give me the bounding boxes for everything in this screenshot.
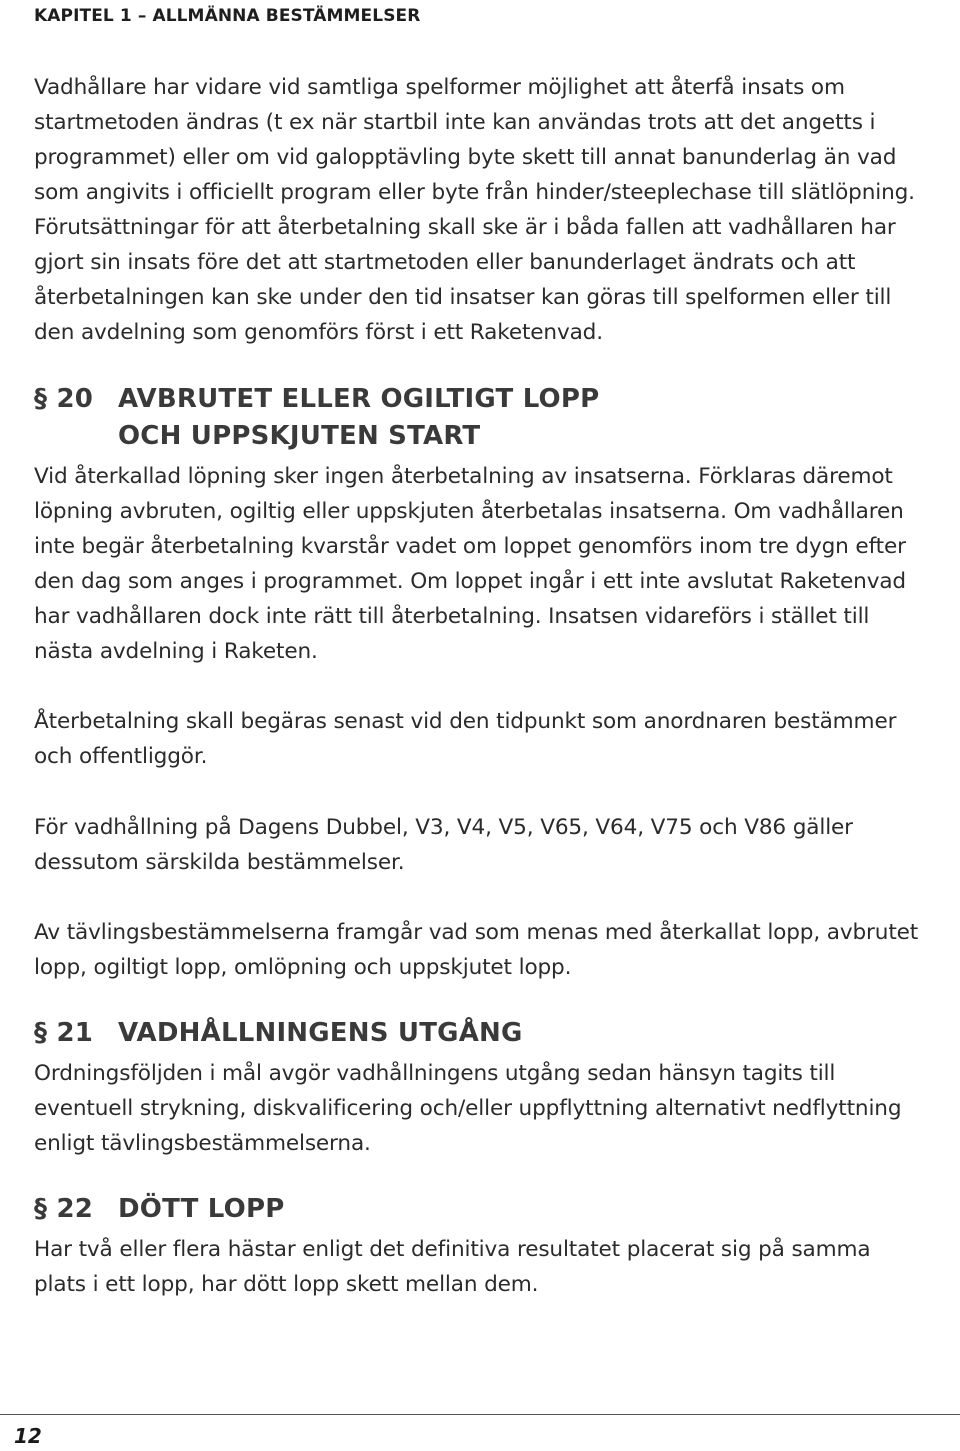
intro-paragraph: Vadhållare har vidare vid samtliga spelformer möjlighet att återfå insats om startmetoden ändras (t ex när startbil inte kan användas trots att det angetts i programmet) eller om vid galopptävling byte skett till annat banunderlag än vad som angivits i officiellt program eller byte från hinder/steeplechase till slätlöpning. Förutsättningar för att återbetalning skall ske är i båda fallen att vadhållaren har gjort sin insats före det att startmetoden eller banunderlaget ändrats och att återbetalningen kan ske under den tid insatser kan göras till spelformen eller till den avdelning som genomförs först i ett Raketenvad. <box>34 75 915 345</box>
section-22-title <box>118 1191 284 1228</box>
section-20-paragraph-2: Återbetalning skall begäras senast vid den tidpunkt som anordnaren bestämmer och offentliggör. <box>34 709 897 769</box>
section-21-title-line1: VADHÅLLNINGENS UTGÅNG <box>118 1018 523 1048</box>
section-20-title <box>118 381 599 455</box>
section-20-title-line2: OCH UPPSKJUTEN START <box>118 421 481 451</box>
section-21-number: § 21 <box>34 1018 94 1048</box>
section-21-paragraph-1: Ordningsföljden i mål avgör vadhållningens utgång sedan hänsyn tagits till eventuell strykning, diskvalificering och/eller uppflyttning alternativt nedflyttning enligt tävlingsbestämmelserna. <box>34 1061 902 1156</box>
section-21-title <box>118 1015 523 1052</box>
section-22-paragraph-1: Har två eller flera hästar enligt det definitiva resultatet placerat sig på samma plats i ett lopp, har dött lopp skett mellan dem. <box>34 1237 871 1297</box>
section-20-paragraph-4: Av tävlingsbestämmelserna framgår vad som menas med återkallat lopp, avbrutet lopp, ogiltigt lopp, omlöpning och uppskjutet lopp. <box>34 920 919 980</box>
footer-divider <box>0 1414 960 1415</box>
section-20-paragraph-1: Vid återkallad löpning sker ingen återbetalning av insatserna. Förklaras däremot löpning avbruten, ogiltig eller uppskjuten återbetalas insatserna. Om vadhållaren inte begär återbetalning kvarstår vadet om loppet genomförs inom tre dygn efter den dag som anges i programmet. Om loppet ingår i ett inte avslutat Raketenvad har vadhållaren dock inte rätt till återbetalning. Insatsen vidareförs i stället till nästa avdelning i Raketen. <box>34 464 906 664</box>
chapter-header: KAPITEL 1 – ALLMÄNNA BESTÄMMELSER <box>34 6 421 26</box>
section-22-title-line1: DÖTT LOPP <box>118 1194 285 1224</box>
section-22-number: § 22 <box>34 1194 94 1224</box>
section-20-title-line1: AVBRUTET ELLER OGILTIGT LOPP <box>118 384 600 414</box>
section-20-paragraph-3: För vadhållning på Dagens Dubbel, V3, V4, V5, V65, V64, V75 och V86 gäller dessutom särskilda bestämmelser. <box>34 815 853 875</box>
page-number: 12 <box>14 1424 42 1448</box>
section-20-number: § 20 <box>34 384 94 414</box>
